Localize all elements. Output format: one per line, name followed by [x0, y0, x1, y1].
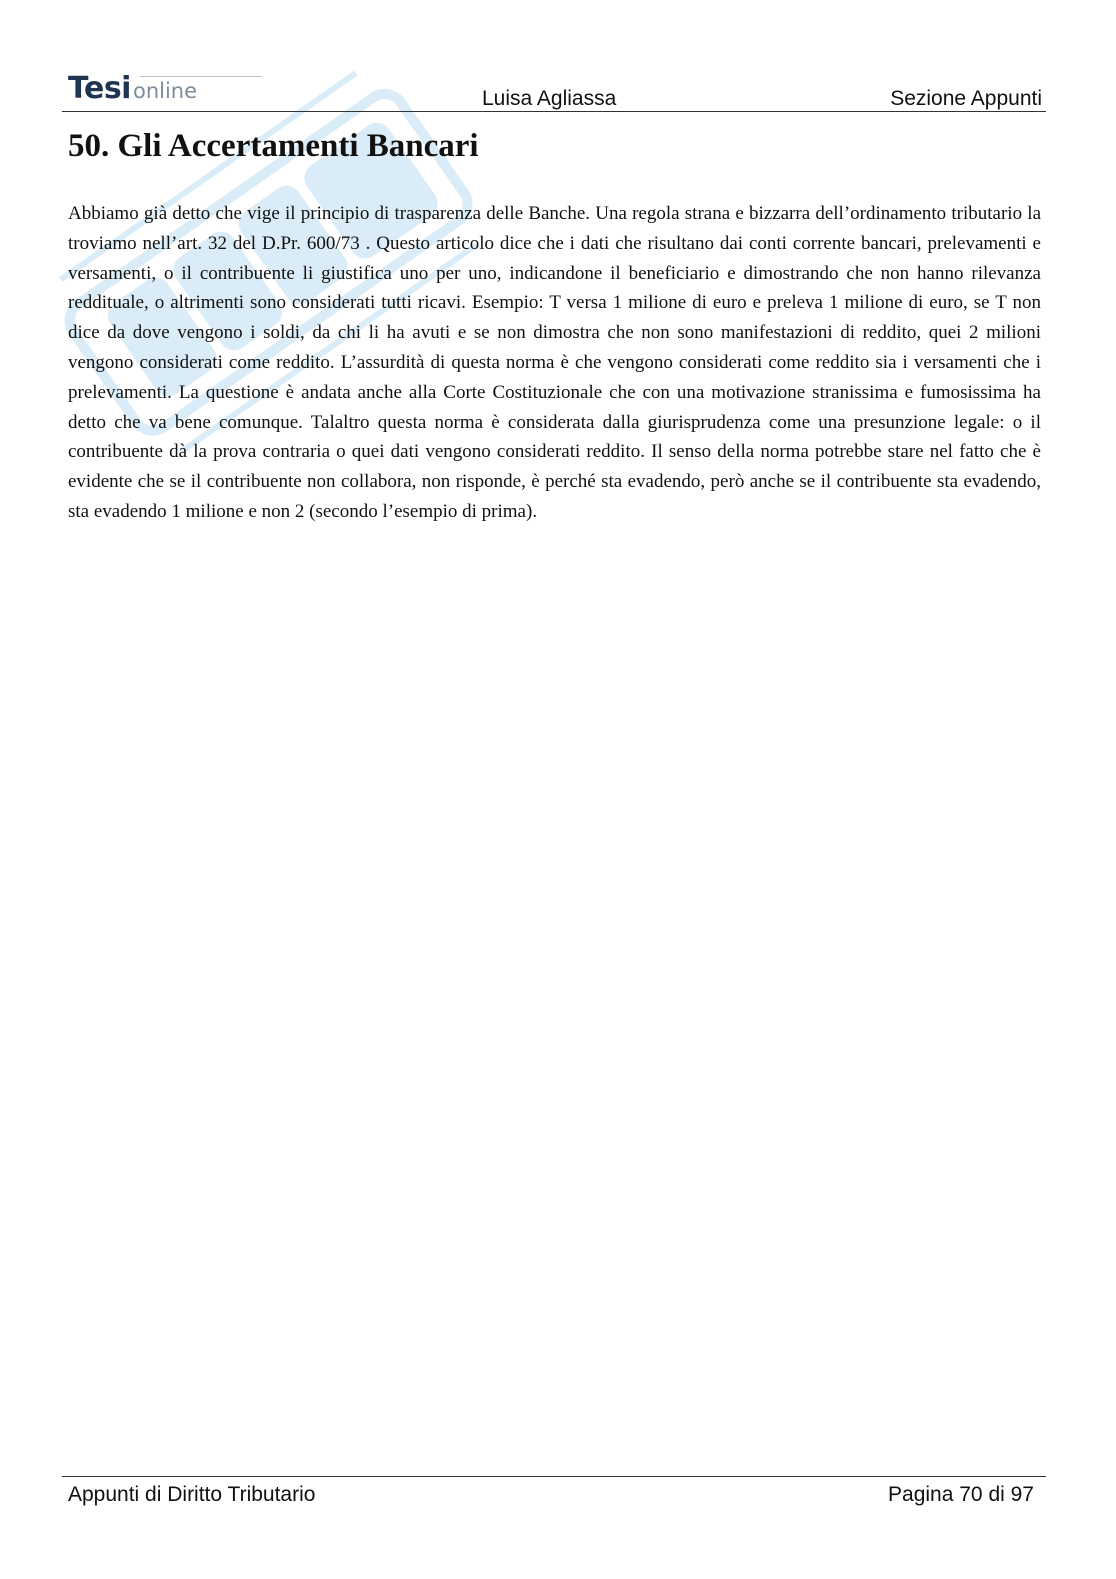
body-paragraph: Abbiamo già detto che vige il principio di trasparenza delle Banche. Una regola strana e bizzarra dell’ordinamento tributario la troviamo nell’art. 32 del D.Pr. 600/73 . Questo articolo dice che i dati che risultano dai conti corrente bancari, prelevamenti e versamenti, o il contribuente li giustifica uno per uno, indicandone il beneficiario e dimostrando che non hanno rilevanza reddituale, o altrimenti sono considerati tutti ricavi. Esempio: T versa 1 milione di euro e preleva 1 milione di euro, se T non dice da dove vengono i soldi, da chi li ha avuti e se non dimostra che non sono manifestazioni di reddito, quei 2 milioni vengono considerati come reddito. L’assurdità di questa norma è che vengono considerati come reddito sia i versamenti che i prelevamenti. La questione è andata anche alla Corte Costituzionale che con una motivazione stranissima e fumosissima ha detto che va bene comunque. Talaltro questa norma è considerata dalla giurisprudenza come una presunzione legale: o il contribuente dà la prova contraria o quei dati vengono considerati reddito. Il senso della norma potrebbe stare nel fatto che è evidente che se il contribuente non collabora, non risponde, è perché sta evadendo, però anche se il contribuente sta evadendo, sta evadendo 1 milione e non 2 (secondo l’esempio di prima). — [68, 203, 1041, 522]
header-rule-left — [62, 111, 262, 112]
footer-rule — [62, 1476, 1046, 1477]
footer-course-title: Appunti di Diritto Tributario — [68, 1483, 316, 1506]
logo-secondary-text: online — [132, 79, 198, 103]
footer-page-number: Pagina 70 di 97 — [888, 1483, 1034, 1506]
logo-accent-line — [140, 76, 262, 77]
logo-primary-text: Tesi — [68, 71, 131, 106]
page-title: 50. Gli Accertamenti Bancari — [68, 128, 479, 164]
tesionline-logo — [68, 71, 198, 106]
page-header — [62, 70, 1046, 112]
header-rule — [262, 111, 1046, 112]
header-section: Sezione Appunti — [890, 87, 1042, 110]
header-author: Luisa Agliassa — [482, 87, 617, 110]
